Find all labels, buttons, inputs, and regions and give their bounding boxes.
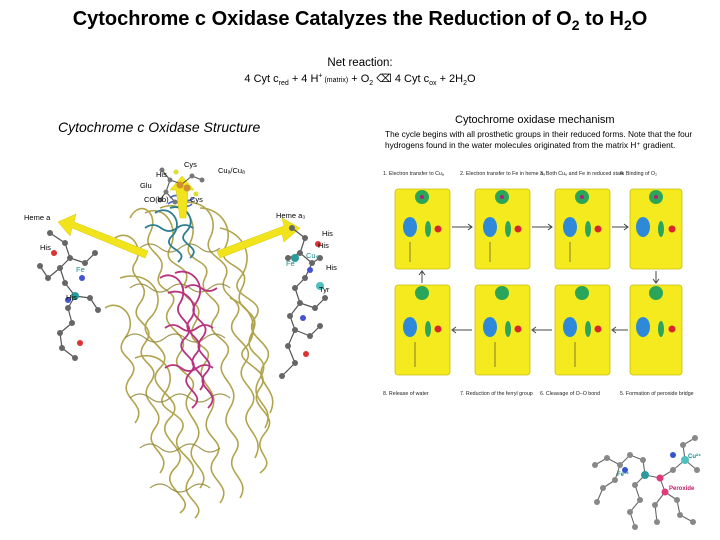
label-his-3: His bbox=[322, 229, 333, 238]
label-his-1: His bbox=[40, 243, 51, 252]
step-5-label: 5. Formation of peroxide bridge bbox=[620, 391, 694, 397]
reaction-arrow-icon: ⌫ bbox=[376, 73, 392, 85]
label-his-4: His bbox=[318, 241, 329, 250]
label-his-top: His bbox=[156, 170, 167, 179]
label-heme-a3: Heme a₃ bbox=[276, 211, 306, 220]
label-tyr: Tyr bbox=[319, 285, 330, 294]
peroxide-cluster-image bbox=[585, 430, 710, 535]
label-fe-2: Fe bbox=[286, 259, 295, 268]
step-7-label: 7. Reduction of the ferryl group bbox=[460, 391, 533, 397]
label-his-5: His bbox=[326, 263, 337, 272]
label-heme-a: Heme a bbox=[24, 213, 51, 222]
step-8-label: 8. Release of water bbox=[383, 391, 429, 397]
cluster-peroxide-label: Peroxide bbox=[669, 486, 695, 492]
cluster-fe-label: Fe³⁺ bbox=[617, 472, 630, 478]
label-fe-1: Fe bbox=[76, 265, 85, 274]
net-reaction-equation: 4 Cyt $c_{red} + 4$ H+ (matrix) + $O_2$ ⌫ 4 Cyt $c_{ox} + 2H_2O$ bbox=[244, 72, 476, 88]
label-cua: Cuₐ/Cuₐ bbox=[218, 166, 245, 175]
label-cub: Cu₆ bbox=[306, 251, 319, 260]
label-cys-2: Cys bbox=[190, 195, 203, 204]
step-4-label: 4. Binding of O₂ bbox=[620, 171, 658, 177]
step-3-label: 3. Both Cu₆ and Fe in reduced state bbox=[540, 171, 625, 177]
label-glu: Glu bbox=[140, 181, 152, 190]
label-co-bb: CO(bb) bbox=[144, 195, 169, 204]
label-his-2: His bbox=[66, 293, 77, 302]
cytochrome-oxidase-structure-image bbox=[20, 158, 355, 528]
step-1-label: 1. Electron transfer to Cuₐ bbox=[383, 171, 444, 177]
mechanism-cycle-image bbox=[380, 167, 694, 399]
structure-title: Cytochrome c Oxidase Structure bbox=[58, 119, 261, 135]
label-cys-1: Cys bbox=[184, 160, 197, 169]
mechanism-title: Cytochrome oxidase mechanism bbox=[455, 114, 615, 126]
slide-title: Cytochrome c Oxidase Catalyzes the Reduction of $O_2$ to $H_2O$ bbox=[72, 8, 648, 33]
cluster-cu-label: Cu²⁺ bbox=[688, 454, 702, 460]
net-reaction-heading: Net reaction: bbox=[327, 57, 393, 69]
mechanism-description: The cycle begins with all prosthetic groups in their reduced forms. Note that the four hydrogens found in the water molecules originated from the matrix H⁺ gradient. bbox=[385, 129, 693, 150]
step-6-label: 6. Cleavage of O–O bond bbox=[540, 391, 601, 397]
step-2-label: 2. Electron transfer to Fe in heme a₃ bbox=[460, 171, 546, 177]
